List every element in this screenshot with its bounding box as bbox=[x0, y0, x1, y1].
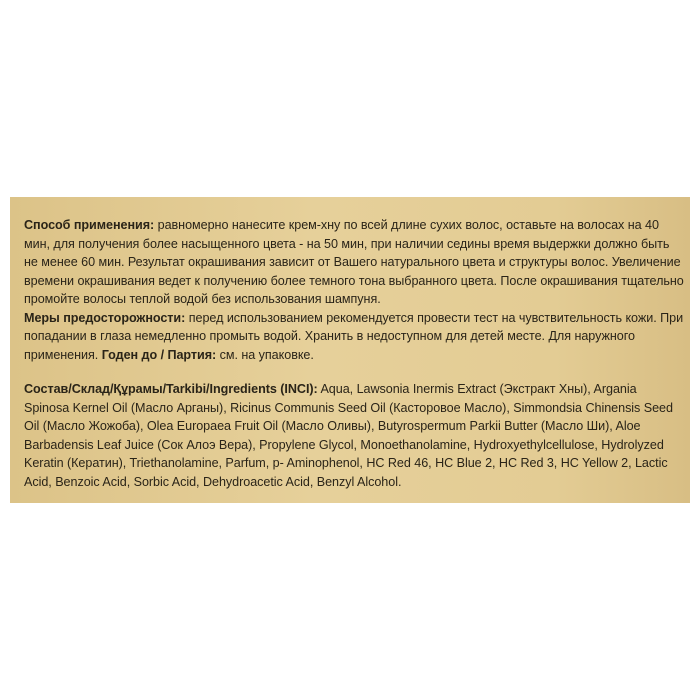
ingredients-block bbox=[24, 380, 684, 491]
usage-heading: Способ применения: bbox=[24, 218, 155, 232]
expiry-text: см. на упаковке. bbox=[216, 347, 314, 362]
product-label-panel bbox=[10, 197, 690, 503]
ingredients-paragraph bbox=[24, 380, 684, 491]
usage-instructions-block bbox=[24, 216, 684, 364]
ingredients-heading: Состав/Склад/Құрамы/Tarkibi/Ingredients (INCI): bbox=[24, 382, 318, 396]
usage-text: равномерно нанесите крем-хну по всей длине сухих волос, оставьте на волосах на 40 мин, для получения более насыщенного цвета - на 50 мин, при наличии седины время выдержки должно быть не менее 60 мин. Результат окрашивания зависит от Вашего натурального цвета и структуры волос. Увеличение времени окрашивания ведет к получению более темного тона выбранного цвета. После окрашивания тщательно промойте волосы теплой водой без использования шампуня. bbox=[24, 218, 684, 306]
precautions-paragraph bbox=[24, 309, 684, 365]
precautions-text: перед использованием рекомендуется провести тест на чувствительность кожи. При попадании в глаза немедленно промыть водой. Хранить в недоступном для детей месте. Для наружного применения. bbox=[24, 310, 684, 362]
expiry-label: Годен до / Партия: bbox=[101, 347, 217, 362]
precautions-heading: Меры предосторожности: bbox=[24, 310, 186, 325]
ingredients-text: Aqua, Lawsonia Inermis Extract (Экстракт Хны), Argania Spinosa Kernel Oil (Масло Арганы), Ricinus Communis Seed Oil (Касторовое Масло), Simmondsia Chinensis Seed Oil (Масло Жожоба), Olea Europaea Fruit Oil (Масло Оливы), Butyrospermum Parkii Butter (Масло Ши), Aloe Barbadensis Leaf Juice (Сок Алоэ Вера), Propylene Glycol, Monoethanolamine, Hydroxyethylcellulose, Hydrolyzed Keratin (Кератин), Triethanolamine, Parfum, p- Aminophenol, HC Red 46, HC Blue 2, HC Red 3, HC Yellow 2, Lactic Acid, Benzoic Acid, Sorbic Acid, Dehydroacetic Acid, Benzyl Alcohol. bbox=[24, 382, 673, 489]
usage-paragraph bbox=[24, 216, 684, 309]
